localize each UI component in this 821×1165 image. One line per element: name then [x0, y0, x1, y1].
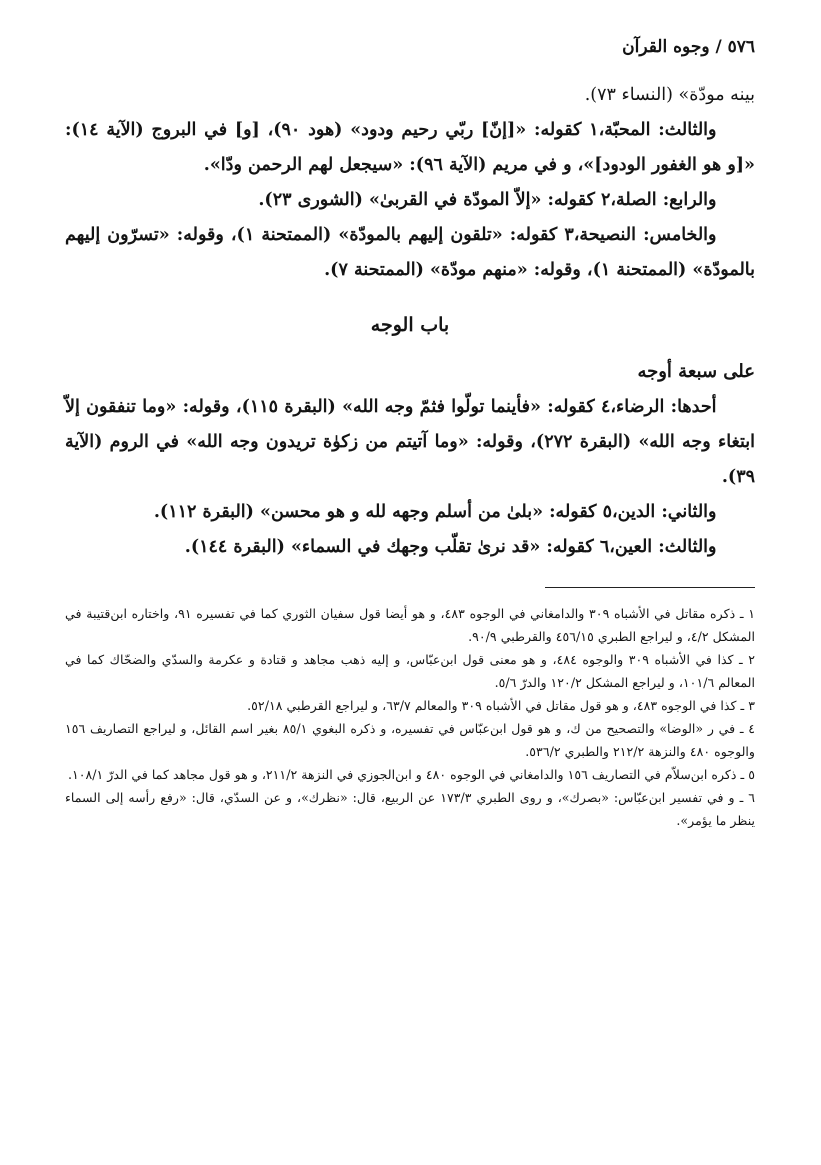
- section-title: باب الوجه: [370, 314, 450, 336]
- paragraph-3: والرابع: الصلة،٢ كقوله: «إلاّ المودّة في القربىٰ» (الشورى ٢٣).: [258, 190, 717, 210]
- paragraph-6: والثاني: الدين،٥ كقوله: «بلىٰ من أسلم وجهه لله و هو محسن» (البقرة ١١٢).: [153, 502, 717, 522]
- running-header: ٥٧٦ / وجوه القرآن: [622, 37, 755, 57]
- paragraph-4: والخامس: النصيحة،٣ كقوله: «تلقون إليهم بالمودّة» (الممتحنة ١)، وقوله: «تسرّون إليهم بالمودّة» (الممتحنة ١)، وقوله: «منهم مودّة» (الممتحنة ٧).: [65, 225, 755, 280]
- footnote-5: ٥ ـ ذكره ابن‌سلاّم في التصاريف ١٥٦ والدامغاني في الوجوه ٤٨٠ و ابن‌الجوزي في النزهة ٢١١/٢، و هو قول مجاهد كما في الدرّ ١٠٨/١.: [67, 767, 755, 782]
- footnote-3: ٣ ـ كذا في الوجوه ٤٨٣، و هو قول مقاتل في الأشباه ٣٠٩ والمعالم ٦٣/٧، و ليراجع القرطبي ٥٢/١٨.: [247, 698, 755, 713]
- paragraph-5: أحدها: الرضاء،٤ كقوله: «فأينما تولّوا فثمّ وجه الله» (البقرة ١١٥)، وقوله: «وما تنفقون إلاّ ابتغاء وجه الله» (البقرة ٢٧٢)، وقوله: «وما آتيتم من زكوٰة تريدون وجه الله» في الروم (الآية ٣٩).: [65, 397, 755, 487]
- footnote-separator: [545, 587, 755, 588]
- footnote-4: ٤ ـ في ر «الوضا» والتصحيح من ك، و هو قول ابن‌عبّاس في تفسيره، و ذكره البغوي ٨٥/١ بغير اسم القائل، و ليراجع التصاريف ١٥٦ والوجوه ٤٨٠ والنزهة ٢١٢/٢ والطبري ٥٣٦/٢.: [65, 721, 756, 759]
- footnote-2: ٢ ـ كذا في الأشباه ٣٠٩ والوجوه ٤٨٤، و هو معنى قول ابن‌عبّاس، و إليه ذهب مجاهد و قتادة و عكرمة والسدّي والضحّاك كما في المعالم ١٠١/٦، و ليراجع المشكل ١٢٠/٢ والدرّ ٥/٦.: [65, 652, 755, 690]
- book-page: [65, 30, 755, 832]
- paragraph-7: والثالث: العين،٦ كقوله: «قد نرىٰ تقلّب وجهك في السماء» (البقرة ١٤٤).: [184, 537, 717, 557]
- subheading: على سبعة أوجه: [637, 361, 755, 382]
- paragraph-2: والثالث: المحبّة،١ كقوله: «[إنّ] ربّي رحيم ودود» (هود ٩٠)، [و] في البروج (الآية ١٤): «[و هو الغفور الودود]»، و في مريم (الآية ٩٦): «سيجعل لهم الرحمن ودّا».: [65, 120, 755, 175]
- paragraph-1: بينه مودّة» (النساء ٧٣).: [584, 85, 755, 105]
- footnote-6: ٦ ـ و في تفسير ابن‌عبّاس: «بصرك»، و روى الطبري ١٧٣/٣ عن الربيع، قال: «نظرك»، و عن السدّي، قال: «رفع رأسه إلى السماء ينظر ما يؤمر».: [65, 790, 755, 828]
- footnote-1: ١ ـ ذكره مقاتل في الأشباه ٣٠٩ والدامغاني في الوجوه ٤٨٣، و هو أيضا قول سفيان الثوري كما في تفسيره ٩١، واختاره ابن‌قتيبة في المشكل ٤/٢، و ليراجع الطبري ٤٥٦/١٥ والقرطبي ٩٠/٩.: [65, 606, 755, 644]
